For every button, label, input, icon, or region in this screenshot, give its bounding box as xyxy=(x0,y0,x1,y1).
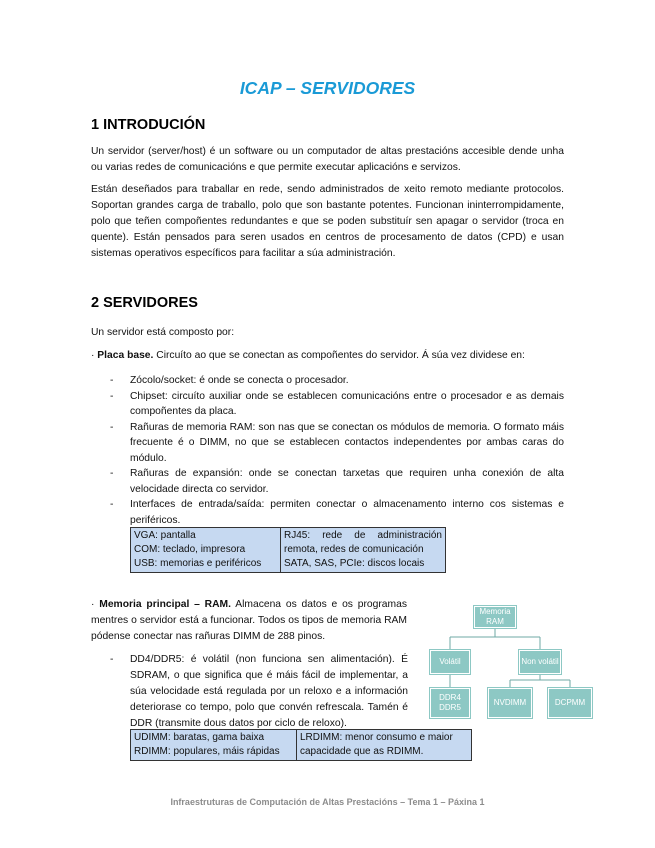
placa-base-paragraph xyxy=(91,348,564,364)
table-cell-line: VGA: pantalla xyxy=(134,530,196,541)
placa-base-label: Placa base. xyxy=(97,350,154,361)
list-item: - Rañuras de memoria RAM: son nas que se conectan os módulos de memoria. O formato máis frecuente é o DIMM, no que se establecen contactos independentes por ambas caras do módulo. xyxy=(110,420,564,467)
table-cell-line: RDIMM: populares, máis rápidas xyxy=(134,746,280,757)
page-footer: Infraestruturas de Computación de Altas Prestacións – Tema 1 – Páxina 1 xyxy=(170,797,485,807)
memoria-principal-paragraph xyxy=(91,597,407,645)
table-cell-line: UDIMM: baratas, gama baixa xyxy=(134,732,265,743)
section-heading-introducion: 1 INTRODUCIÓN xyxy=(91,117,206,133)
ram-table-right-cell: LRDIMM: menor consumo e maior capacidade que as RDIMM. xyxy=(297,730,472,761)
memoria-principal-label: Memoria principal – RAM. xyxy=(99,599,231,610)
table-cell-line: SATA, SAS, PCIe: discos locais xyxy=(284,558,425,569)
diagram-node-volatil: Volátil xyxy=(430,650,470,674)
list-item: - DD4/DDR5: é volátil (non funciona sen alimentación). É SDRAM, o que significa que é máis fácil de implementar, a súa velocidade está regulada por un reloxo e a información deteriorase co tempo, polo que convén refrescala. Tamén é DDR (transmite dous datos por ciclo de reloxo). xyxy=(110,652,408,732)
diagram-node-memoria-ram: Memoria RAM xyxy=(474,606,516,628)
list-item: - Interfaces de entrada/saída: permiten conectar o almacenamento interno cos sistemas e periféricos. xyxy=(110,497,564,528)
page-title: ICAP – SERVIDORES xyxy=(239,78,416,98)
diagram-node-non-volatil: Non volátil xyxy=(519,650,561,674)
table-cell-line: RJ45: rede de administración remota, redes de comunicación xyxy=(284,530,442,555)
ram-table-left-cell xyxy=(131,730,297,761)
memoria-principal-text: Almacena os datos e os programas mentres o servidor está a funcionar. Todos os tipos de memoria RAM pódense conectar nas rañuras DIMM de 288 pinos. xyxy=(91,599,407,642)
list-item: - Rañuras de expansión: onde se conectan tarxetas que requiren unha conexión de alta velocidade directa co servidor. xyxy=(110,466,564,497)
section-heading-servidores: 2 SERVIDORES xyxy=(91,295,198,311)
list-item: - Zócolo/socket: é onde se conecta o procesador. xyxy=(110,373,564,389)
diagram-node-ddr: DDR4 DDR5 xyxy=(430,688,470,718)
intro-paragraph-1: Un servidor (server/host) é un software ou un computador de altas prestacións accesible dende unha ou varias redes de comunicacións e que permite executar aplicacións e servizos. xyxy=(91,146,564,173)
diagram-node-nvdimm: NVDIMM xyxy=(488,688,532,718)
ram-list xyxy=(110,652,408,732)
placa-base-list xyxy=(110,373,564,528)
placa-base-prefix: · xyxy=(91,350,98,361)
ram-types-table xyxy=(130,729,472,761)
placa-base-text: Circuíto ao que se conectan as compoñentes do servidor. Á súa vez dividese en: xyxy=(153,350,525,361)
table-cell-line: USB: memorias e periféricos xyxy=(134,558,262,569)
list-item: - Chipset: circuíto auxiliar onde se establecen comunicacións entre o procesador e as demais compoñentes da placa. xyxy=(110,389,564,420)
io-table-right-cell xyxy=(281,528,446,573)
table-cell-line: COM: teclado, impresora xyxy=(134,544,246,555)
diagram-node-dcpmm: DCPMM xyxy=(548,688,592,718)
io-table-left-cell xyxy=(131,528,281,573)
memoria-prefix: · xyxy=(91,599,100,610)
servers-intro: Un servidor está composto por: xyxy=(91,327,235,338)
intro-paragraph-2: Están deseñados para traballar en rede, sendo administrados de xeito remoto mediante protocolos. Soportan grandes carga de traballo, polo que son bastante potentes. Funcionan ininterrompidamente, polo que teñen compoñentes redundantes e que se poden substituír sen apagar o servidor (troca en quente). Están pensados para seren usados en centros de procesamento de datos (CPD) e usan sistemas operativos específicos para facilitar a súa administración. xyxy=(91,184,564,259)
io-interfaces-table xyxy=(130,527,446,573)
